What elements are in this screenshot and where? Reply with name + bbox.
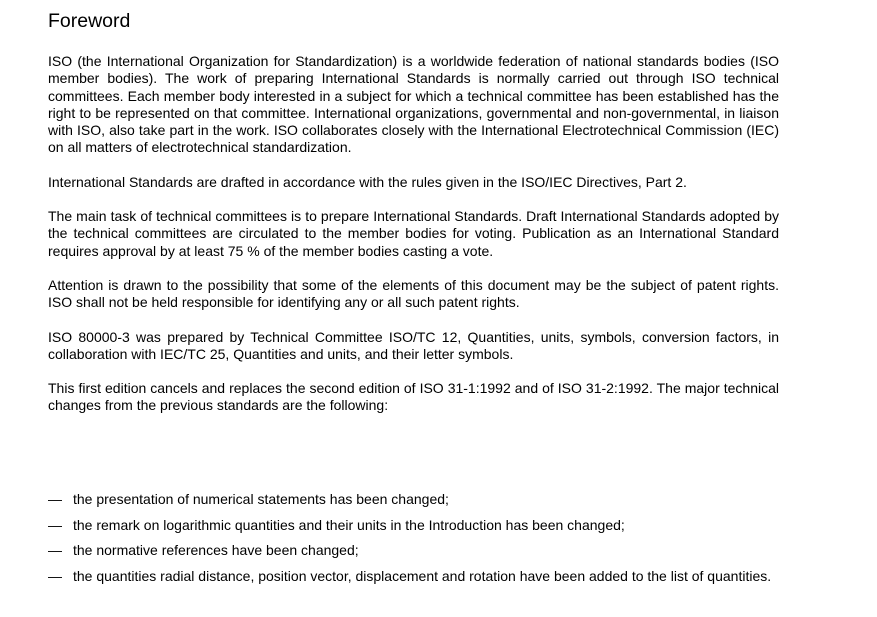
dash-marker: — (48, 568, 62, 585)
list-item-text: the remark on logarithmic quantities and their units in the Introduction has been changed; (73, 516, 625, 533)
paragraph-drafting-rules: International Standards are drafted in accordance with the rules given in the ISO/IEC Directives, Part 2. (48, 173, 687, 190)
list-item-text: the normative references have been changed; (73, 542, 359, 559)
spacer (48, 432, 779, 491)
dash-marker: — (48, 542, 62, 559)
dash-marker: — (48, 516, 62, 533)
list-item (48, 517, 779, 534)
page-title: Foreword (48, 10, 131, 32)
dash-marker: — (48, 490, 62, 507)
list-item (48, 568, 779, 585)
list-item (48, 542, 779, 559)
paragraph-iso-overview: ISO (the International Organization for Standardization) is a worldwide federation of national standards bodies (ISO member bodies). The work of preparing International Standards is normally carried out through ISO technical committees. Each member body interested in a subject for which a technical committee has been established has the right to be represented on that committee. International organizations, governmental and non-governmental, in liaison with ISO, also take part in the work. ISO collaborates closely with the International Electrotechnical Commission (IEC) on all matters of electrotechnical standardization. (48, 53, 779, 156)
paragraph-patent-rights: Attention is drawn to the possibility that some of the elements of this document may be the subject of patent rights. ISO shall not be held responsible for identifying any or all such patent rights. (48, 276, 779, 311)
paragraph-preparation: ISO 80000-3 was prepared by Technical Committee ISO/TC 12, Quantities, units, symbols, conversion factors, in collaboration with IEC/TC 25, Quantities and units, and their letter symbols. (48, 328, 779, 362)
foreword-page (48, 9, 779, 594)
list-item-text: the presentation of numerical statements has been changed; (73, 490, 449, 507)
paragraph-committee-task: The main task of technical committees is to prepare International Standards. Draft International Standards adopted by the technical committees are circulated to the member bodies for voting. Publication as an International Standard requires approval by at least 75 % of the member bodies casting a vote. (48, 208, 779, 259)
paragraph-edition-changes: This first edition cancels and replaces the second edition of ISO 31-1:1992 and of ISO 31-2:1992. The major technical changes from the previous standards are the following: (48, 380, 779, 414)
changes-list (48, 491, 779, 586)
list-item (48, 491, 779, 508)
list-item-text: the quantities radial distance, position vector, displacement and rotation have been added to the list of quantities. (73, 568, 772, 585)
